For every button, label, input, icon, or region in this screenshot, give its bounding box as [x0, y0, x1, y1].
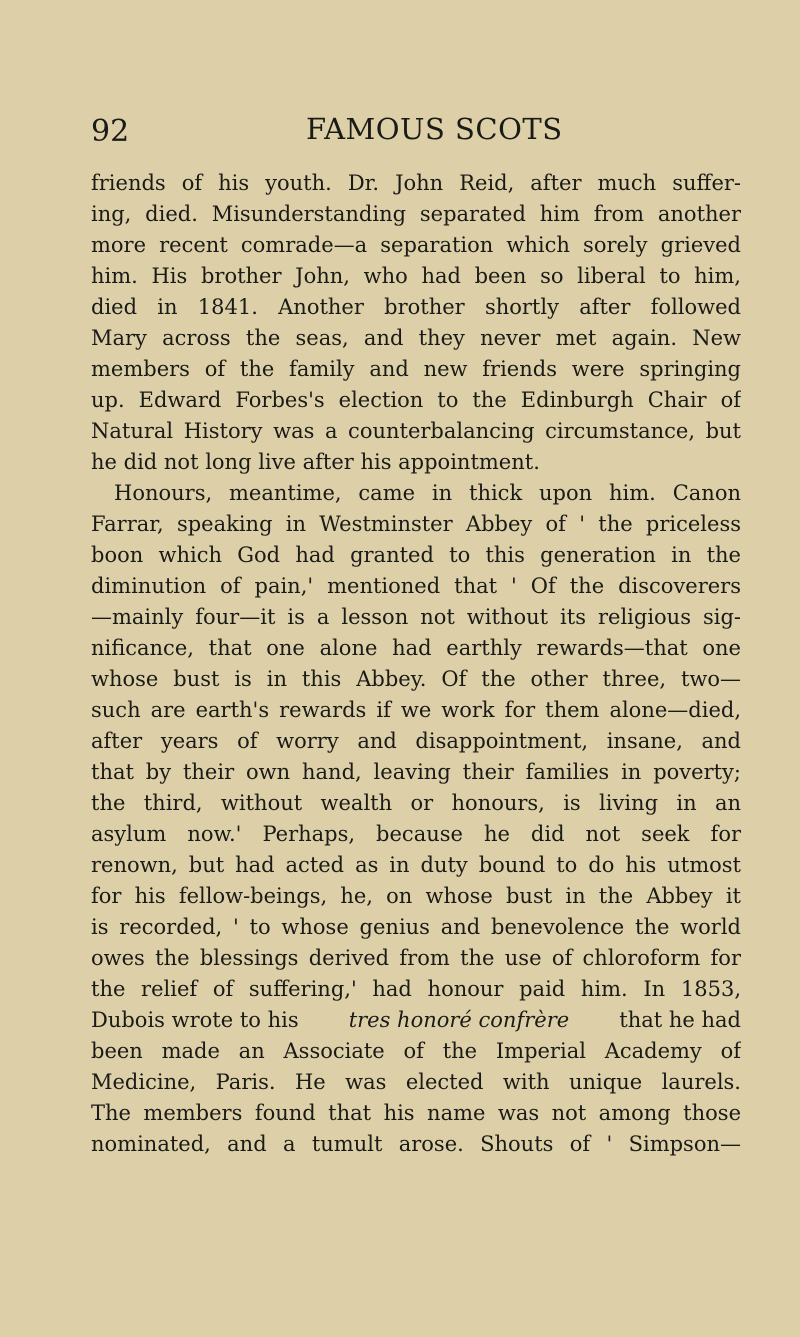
body-text — [91, 168, 741, 1160]
text-line: Natural History was a counterbalancing circumstance, but — [91, 419, 741, 443]
text-line: nificance, that one alone had earthly rewards—that one — [91, 636, 741, 660]
text-line: for his fellow-beings, he, on whose bust in the Abbey it — [91, 884, 741, 908]
text-line: up. Edward Forbes's election to the Edinburgh Chair of — [91, 388, 741, 412]
page-header — [91, 112, 741, 152]
text-line: him. His brother John, who had been so liberal to him, — [91, 264, 741, 288]
text-line: asylum now.' Perhaps, because he did not seek for — [91, 822, 741, 846]
text-line: that by their own hand, leaving their families in poverty; — [91, 760, 741, 784]
text-line: the relief of suffering,' had honour paid him. In 1853, — [91, 977, 741, 1001]
text-line: renown, but had acted as in duty bound to do his utmost — [91, 853, 741, 877]
text-line: been made an Associate of the Imperial Academy of — [91, 1039, 741, 1063]
page-number: 92 — [91, 114, 130, 149]
text-line: Farrar, speaking in Westminster Abbey of ' the priceless — [91, 512, 741, 536]
text-line: The members found that his name was not among those — [91, 1101, 741, 1125]
text-segment: Dubois wrote to his — [91, 1008, 299, 1032]
text-line: died in 1841. Another brother shortly after followed — [91, 295, 741, 319]
text-line: the third, without wealth or honours, is living in an — [91, 791, 741, 815]
text-line: friends of his youth. Dr. John Reid, after much suffer- — [91, 171, 741, 195]
text-line: after years of worry and disappointment, insane, and — [91, 729, 741, 753]
text-line: is recorded, ' to whose genius and benevolence the world — [91, 915, 741, 939]
text-line: members of the family and new friends were springing — [91, 357, 741, 381]
italic-phrase: tres honoré confrère — [348, 1008, 570, 1032]
text-line: diminution of pain,' mentioned that ' Of the discoverers — [91, 574, 741, 598]
text-line: nominated, and a tumult arose. Shouts of ' Simpson— — [91, 1132, 741, 1156]
text-line: such are earth's rewards if we work for them alone—died, — [91, 698, 741, 722]
text-line: Mary across the seas, and they never met again. New — [91, 326, 741, 350]
text-line: boon which God had granted to this generation in the — [91, 543, 741, 567]
text-line: Medicine, Paris. He was elected with unique laurels. — [91, 1070, 741, 1094]
text-line: Honours, meantime, came in thick upon him. Canon — [114, 481, 741, 505]
text-line: ing, died. Misunderstanding separated him from another — [91, 202, 741, 226]
text-segment: that he had — [619, 1008, 741, 1032]
running-head: FAMOUS SCOTS — [306, 112, 563, 146]
text-line: whose bust is in this Abbey. Of the other three, two— — [91, 667, 741, 691]
text-line: more recent comrade—a separation which sorely grieved — [91, 233, 741, 257]
text-line: owes the blessings derived from the use of chloroform for — [91, 946, 741, 970]
text-line: —mainly four—it is a lesson not without its religious sig- — [91, 605, 741, 629]
text-line-with-italic — [91, 1005, 741, 1036]
text-line: he did not long live after his appointment. — [91, 450, 540, 474]
